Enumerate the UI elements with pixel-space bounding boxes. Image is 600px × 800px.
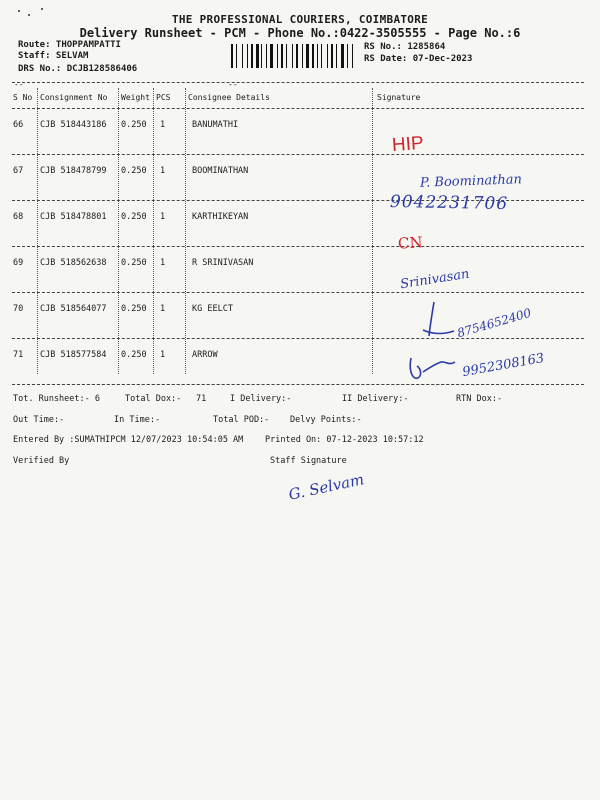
header-dash-mark: -- [14, 80, 24, 89]
total-dox-label: Total Dox:- [125, 394, 182, 404]
barcode-bar [329, 44, 330, 68]
barcode-bar [299, 44, 301, 68]
signature-row-69: Srinivasan [399, 266, 471, 293]
barcode-bar [319, 44, 321, 68]
ii-delivery: II Delivery:- [342, 394, 409, 404]
col-header-pcs: PCS [156, 93, 171, 102]
barcode-bar [236, 44, 237, 68]
cell-consignment: CJB 518478799 [40, 166, 107, 176]
column-divider [153, 88, 154, 374]
route-label: Route: THOPPAMPATTI [18, 40, 121, 50]
i-delivery: I Delivery:- [230, 394, 292, 404]
signature-row-71-scribble [405, 350, 465, 384]
barcode-bar [254, 44, 255, 68]
cell-weight: 0.250 [121, 212, 147, 222]
barcode-bar [288, 44, 291, 68]
print-speck [41, 8, 43, 10]
column-divider [37, 88, 38, 374]
cell-weight: 0.250 [121, 258, 147, 268]
cell-pcs: 1 [160, 350, 166, 360]
cell-consignment: CJB 518478801 [40, 212, 107, 222]
barcode-bar [238, 44, 241, 68]
cell-consignment: CJB 518562638 [40, 258, 107, 268]
cell-consignment: CJB 518443186 [40, 120, 107, 130]
cell-consignee: BOOMINATHAN [192, 166, 249, 176]
barcode-bar [292, 44, 293, 68]
signature-row-67-name: P. Boominathan [419, 172, 523, 191]
barcode-bar [315, 44, 316, 68]
column-divider [118, 88, 119, 374]
barcode-bar [244, 44, 246, 68]
barcode-bar [352, 44, 353, 68]
barcode-bar [327, 44, 328, 68]
total-runsheet: Tot. Runsheet:- 6 [13, 394, 100, 404]
cell-weight: 0.250 [121, 350, 147, 360]
barcode-bar [234, 44, 235, 68]
staff-signature-label: Staff Signature [270, 456, 347, 466]
cell-sno: 69 [13, 258, 24, 268]
delvy-points: Delvy Points:- [290, 415, 362, 425]
col-header-consignee: Consignee Details [188, 93, 270, 102]
rtn-dox: RTN Dox:- [456, 394, 503, 404]
barcode-bar [263, 44, 265, 68]
col-header-consignment: Consignment No [40, 93, 108, 102]
barcode-bar [338, 44, 340, 68]
row-separator [12, 338, 584, 339]
cell-weight: 0.250 [121, 120, 147, 130]
rs-date: RS Date: 07-Dec-2023 [364, 54, 473, 64]
barcode-bar [302, 44, 303, 68]
barcode-bar [284, 44, 285, 68]
verified-by: Verified By [13, 456, 70, 466]
signature-row-66: HIP [391, 132, 425, 157]
barcode-bar [279, 44, 280, 68]
cell-consignee: R SRINIVASAN [192, 258, 254, 268]
cell-pcs: 1 [160, 258, 166, 268]
signature-row-71-phone: 9952308163 [461, 350, 546, 381]
barcode-bar [281, 44, 283, 68]
cell-consignee: KG EELCT [192, 304, 233, 314]
barcode-bar [336, 44, 337, 68]
barcode-bar [334, 44, 335, 68]
column-divider [185, 88, 186, 374]
barcode-bar [251, 44, 253, 68]
barcode-bar [286, 44, 287, 68]
row-separator [12, 154, 584, 155]
barcode-bar [341, 44, 344, 68]
cell-pcs: 1 [160, 304, 166, 314]
barcode-bar [349, 44, 351, 68]
barcode-bar [274, 44, 276, 68]
row-separator [12, 246, 584, 247]
cell-consignee: BANUMATHI [192, 120, 239, 130]
barcode-bar [312, 44, 314, 68]
barcode-bar [270, 44, 273, 68]
barcode-bar [331, 44, 333, 68]
barcode-bar [261, 44, 262, 68]
barcode-bar [268, 44, 269, 68]
cell-consignee: KARTHIKEYAN [192, 212, 249, 222]
table-header-rule [12, 108, 584, 109]
in-time: In Time:- [114, 415, 161, 425]
cell-consignment: CJB 518564077 [40, 304, 107, 314]
barcode-bar [317, 44, 318, 68]
rs-number: RS No.: 1285864 [364, 42, 446, 52]
entered-by: Entered By :SUMATHIPCM 12/07/2023 10:54:05 AM [13, 435, 244, 445]
cell-sno: 71 [13, 350, 24, 360]
cell-consignee: ARROW [192, 350, 218, 360]
signature-row-70-scribble [420, 300, 460, 344]
signature-row-70-phone: 8754652400 [455, 305, 533, 341]
col-header-weight: Weight [121, 93, 150, 102]
cell-sno: 70 [13, 304, 24, 314]
col-header-signature: Signature [377, 93, 421, 102]
barcode-bar [294, 44, 295, 68]
print-speck [18, 10, 20, 12]
barcode-bar [249, 44, 250, 68]
barcode-bar [306, 44, 309, 68]
barcode-bar [277, 44, 278, 68]
barcode-bar [345, 44, 346, 68]
cell-pcs: 1 [160, 212, 166, 222]
barcode-bar [310, 44, 311, 68]
cell-sno: 67 [13, 166, 24, 176]
col-header-sno: S No [13, 93, 33, 102]
drs-number: DRS No.: DCJB128586406 [18, 64, 138, 74]
total-dox-value: 71 [196, 394, 207, 404]
barcode-bar [296, 44, 298, 68]
barcode-bar [323, 44, 326, 68]
barcode-bar [321, 44, 322, 68]
table-top-rule [12, 82, 584, 83]
signature-row-67-phone: 9042231706 [389, 191, 509, 215]
barcode-bar [347, 44, 348, 68]
printed-on: Printed On: 07-12-2023 10:57:12 [265, 435, 424, 445]
signature-row-68: CN [397, 233, 424, 253]
barcode-bar [304, 44, 305, 68]
barcode-bar [256, 44, 259, 68]
cell-pcs: 1 [160, 166, 166, 176]
barcode-bar [354, 44, 356, 68]
header-dash-mark: -- [228, 80, 238, 89]
column-divider [372, 88, 373, 374]
runsheet-subtitle: Delivery Runsheet - PCM - Phone No.:0422-3505555 - Page No.:6 [79, 26, 521, 40]
barcode-bar [242, 44, 243, 68]
out-time: Out Time:- [13, 415, 65, 425]
total-pod: Total POD:- [213, 415, 270, 425]
staff-label: Staff: SELVAM [18, 51, 89, 61]
cell-sno: 68 [13, 212, 24, 222]
barcode-bar [247, 44, 248, 68]
table-bottom-rule [12, 384, 584, 385]
cell-sno: 66 [13, 120, 24, 130]
cell-pcs: 1 [160, 120, 166, 130]
barcode [231, 44, 356, 68]
staff-signature: G. Selvam [286, 470, 366, 504]
barcode-bar [231, 44, 233, 68]
cell-weight: 0.250 [121, 304, 147, 314]
row-separator [12, 292, 584, 293]
barcode-bar [260, 44, 261, 68]
barcode-bar [266, 44, 267, 68]
company-title: THE PROFESSIONAL COURIERS, COIMBATORE [171, 13, 429, 26]
cell-consignment: CJB 518577584 [40, 350, 107, 360]
cell-weight: 0.250 [121, 166, 147, 176]
